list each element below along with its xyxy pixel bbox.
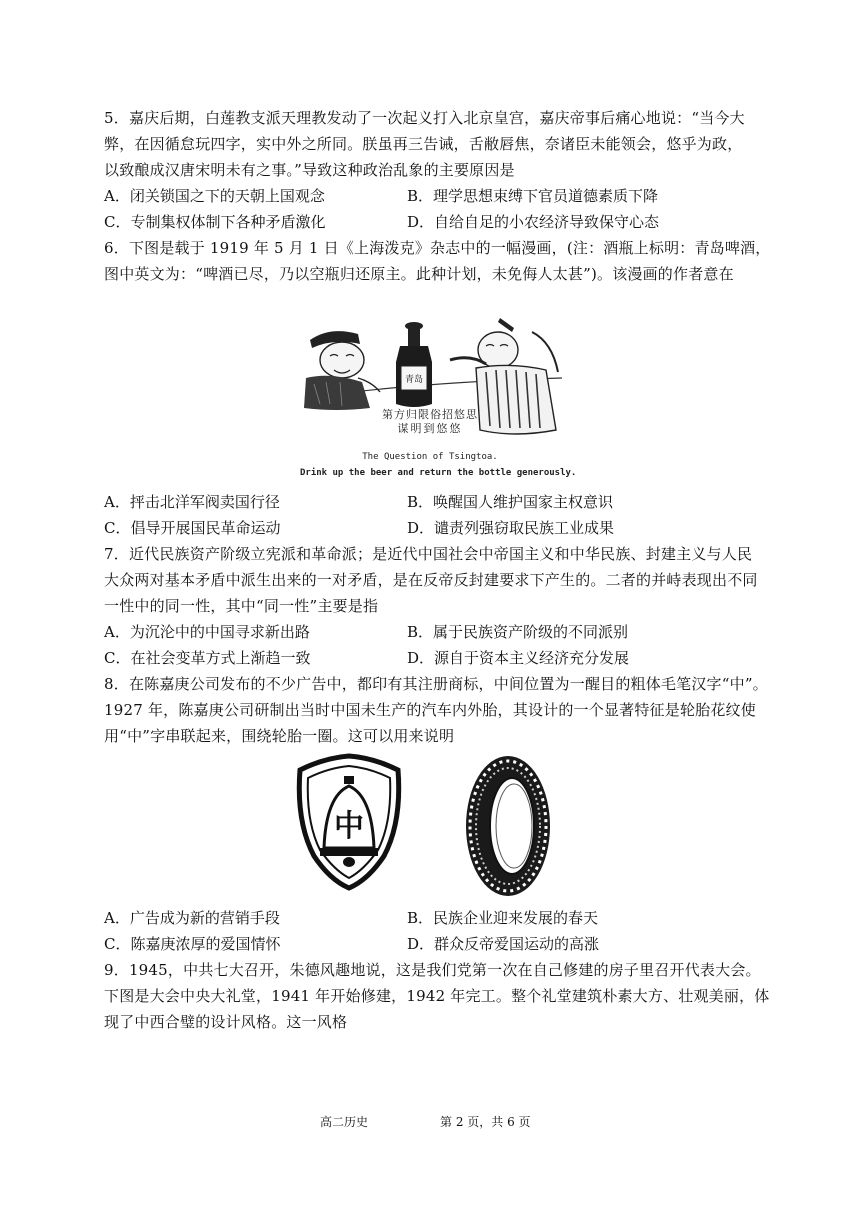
q5-line-1: 5．嘉庆后期，白莲教支派天理教发动了一次起义打入北京皇宫，嘉庆帝事后痛心地说：“当今大	[104, 109, 745, 127]
q8-line-1: 8．在陈嘉庚公司发布的不少广告中，都印有其注册商标，中间位置为一醒目的粗体毛笔汉字“中”。	[104, 675, 768, 693]
q8-option-a[interactable]: A．广告成为新的营销手段	[104, 909, 280, 927]
q5-option-c[interactable]: C．专制集权体制下各种矛盾激化	[104, 213, 326, 231]
q9-line-1: 9．1945，中共七大召开，朱德风趣地说，这是我们党第一次在自己修建的房子里召开代表大会。	[104, 961, 761, 979]
q9-line-3: 现了中西合璧的设计风格。这一风格	[104, 1013, 348, 1031]
footer-subject: 高二历史	[320, 1115, 369, 1129]
q8-line-3: 用“中”字串联起来，围绕轮胎一圈。这可以用来说明	[104, 727, 455, 745]
q6-line-2: 图中英文为：“啤酒已尽，乃以空瓶归还原主。此种计划，未免侮人太甚”)。该漫画的作者意在	[104, 265, 734, 283]
q8-option-d[interactable]: D．群众反帝爱国运动的高涨	[407, 935, 600, 953]
q7-line-1: 7．近代民族资产阶级立宪派和革命派；是近代中国社会中帝国主义和中华民族、封建主义与人民	[104, 545, 753, 563]
q7-option-a[interactable]: A．为沉沦中的中国寻求新出路	[104, 623, 310, 641]
q5-option-d[interactable]: D．自给自足的小农经济导致保守心态	[407, 213, 660, 231]
q8-option-c[interactable]: C．陈嘉庚浓厚的爱国情怀	[104, 935, 281, 953]
q6-cartoon	[300, 312, 577, 488]
q8-line-2: 1927 年，陈嘉庚公司研制出当时中国未生产的汽车内外胎，其设计的一个显著特征是轮胎花纹使	[104, 701, 756, 719]
q6-option-b[interactable]: B．唤醒国人维护国家主权意识	[407, 493, 614, 511]
bell-trademark-logo	[294, 752, 404, 892]
bell-icon	[294, 752, 404, 892]
q7-option-d[interactable]: D．源自于资本主义经济充分发展	[407, 649, 630, 667]
q5-line-3: 以致酿成汉唐宋明未有之事。”导致这种政治乱象的主要原因是	[104, 161, 515, 179]
cartoon-caption-cn-1: 第方归限俗招悠思	[382, 408, 478, 421]
cartoon-caption-en-2: Drink up the beer and return the bottle generously.	[300, 468, 577, 478]
q6-option-a[interactable]: A．抨击北洋军阀卖国行径	[104, 493, 280, 511]
cartoon-caption-en-1: The Question of Tsingtoa.	[362, 452, 498, 462]
tire-image	[462, 752, 554, 900]
q5-option-a[interactable]: A．闭关锁国之下的天朝上国观念	[104, 187, 325, 205]
q6-option-d[interactable]: D．谴责列强窃取民族工业成果	[407, 519, 615, 537]
q7-option-b[interactable]: B．属于民族资产阶级的不同派别	[407, 623, 629, 641]
bottle-label: 青岛	[404, 375, 424, 385]
q7-line-3: 一性中的同一性，其中“同一性”主要是指	[104, 597, 379, 615]
q5-line-2: 弊，在因循怠玩四字，实中外之所同。朕虽再三告诫，舌敝唇焦，奈诸臣未能领会，悠乎为政，	[104, 135, 743, 153]
cartoon-caption-cn-2: 谋明到悠悠	[397, 422, 463, 435]
logo-char: 中	[334, 809, 364, 844]
q8-option-b[interactable]: B．民族企业迎来发展的春天	[407, 909, 599, 927]
q6-option-c[interactable]: C．倡导开展国民革命运动	[104, 519, 281, 537]
q5-option-b[interactable]: B．理学思想束缚下官员道德素质下降	[407, 187, 659, 205]
footer-page-number: 第 2 页，共 6 页	[440, 1115, 531, 1129]
q7-option-c[interactable]: C．在社会变革方式上渐趋一致	[104, 649, 311, 667]
q9-line-2: 下图是大会中央大礼堂，1941 年开始修建，1942 年完工。整个礼堂建筑朴素大方、壮观美丽，体	[104, 987, 770, 1005]
q6-line-1: 6．下图是载于 1919 年 5 月 1 日《上海泼克》杂志中的一幅漫画，(注：酒瓶上标明：青岛啤酒，	[104, 239, 771, 257]
tire-icon	[462, 752, 554, 900]
q7-line-2: 大众两对基本矛盾中派生出来的一对矛盾，是在反帝反封建要求下产生的。二者的并峙表现出不同	[104, 571, 758, 589]
